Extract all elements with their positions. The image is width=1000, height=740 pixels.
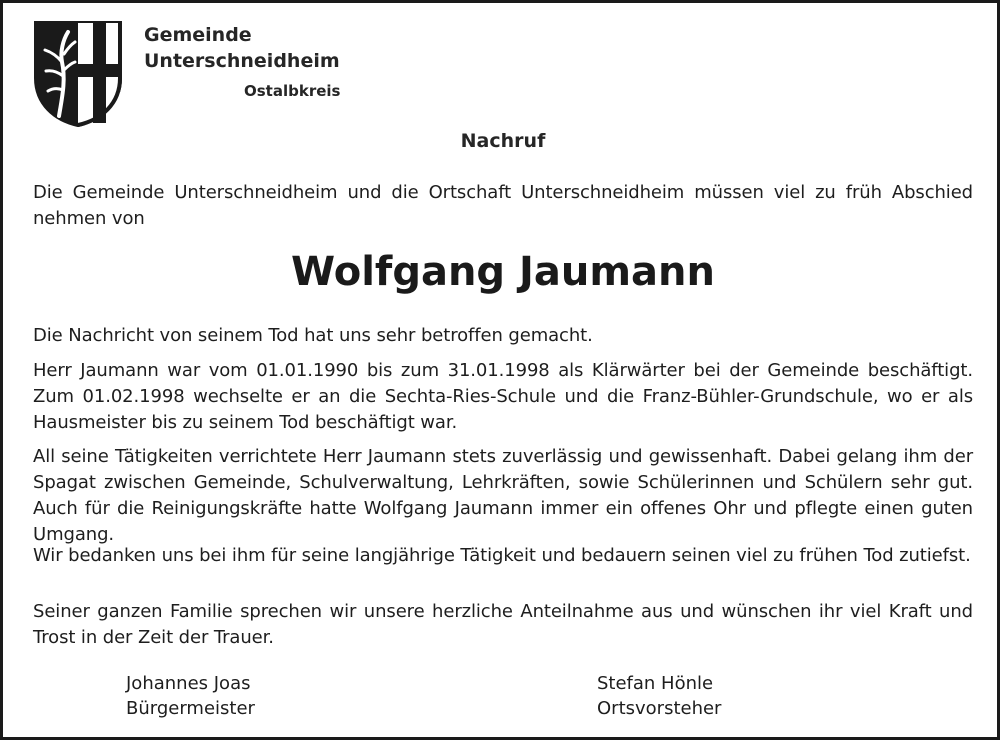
municipality-name-line2: Unterschneidheim	[144, 50, 340, 72]
municipality-name-line1: Gemeinde	[144, 24, 252, 46]
signature-local-chief	[597, 671, 721, 721]
intro-paragraph: Die Gemeinde Unterschneidheim und die Ortschaft Unterschneidheim müssen viel zu früh Abschied nehmen von	[33, 182, 973, 229]
body-paragraph-4: Wir bedanken uns bei ihm für seine langjährige Tätigkeit und bedauern seinen viel zu frühen Tod zutiefst.	[33, 545, 971, 566]
signature-title: Ortsvorsteher	[597, 698, 722, 719]
body-paragraph-3: All seine Tätigkeiten verrichtete Herr Jaumann stets zuverlässig und gewissenhaft. Dabei gelang ihm der Spagat zwischen Gemeinde, Schulverwaltung, Lehrkräften, sowie Schülerinnen und Schülern sehr gut. Auch für die Reinigungskräfte hatte Wolfgang Jaumann immer ein offenes Ohr und pflegte einen guten Umgang.	[33, 446, 973, 545]
signature-name: Stefan Hönle	[597, 673, 714, 694]
body-paragraph-1: Die Nachricht von seinem Tod hat uns sehr betroffen gemacht.	[33, 325, 593, 346]
district-name: Ostalbkreis	[244, 82, 341, 100]
body-paragraph-5: Seiner ganzen Familie sprechen wir unsere herzliche Anteilnahme aus und wünschen ihr viel Kraft und Trost in der Zeit der Trauer.	[33, 601, 973, 648]
deceased-name: Wolfgang Jaumann	[291, 249, 715, 295]
body-paragraph-2: Herr Jaumann war vom 01.01.1990 bis zum 31.01.1998 als Klärwärter bei der Gemeinde beschäftigt. Zum 01.02.1998 wechselte er an die Sechta-Ries-Schule und die Franz-Bühler-Grundschule, wo er als Hausmeister bis zu seinem Tod beschäftigt war.	[33, 360, 973, 433]
municipality-name	[144, 22, 340, 74]
notice-title: Nachruf	[460, 130, 546, 152]
signature-title: Bürgermeister	[126, 698, 255, 719]
signature-mayor	[126, 671, 255, 721]
coat-of-arms-icon	[33, 20, 123, 128]
signature-name: Johannes Joas	[126, 673, 251, 694]
